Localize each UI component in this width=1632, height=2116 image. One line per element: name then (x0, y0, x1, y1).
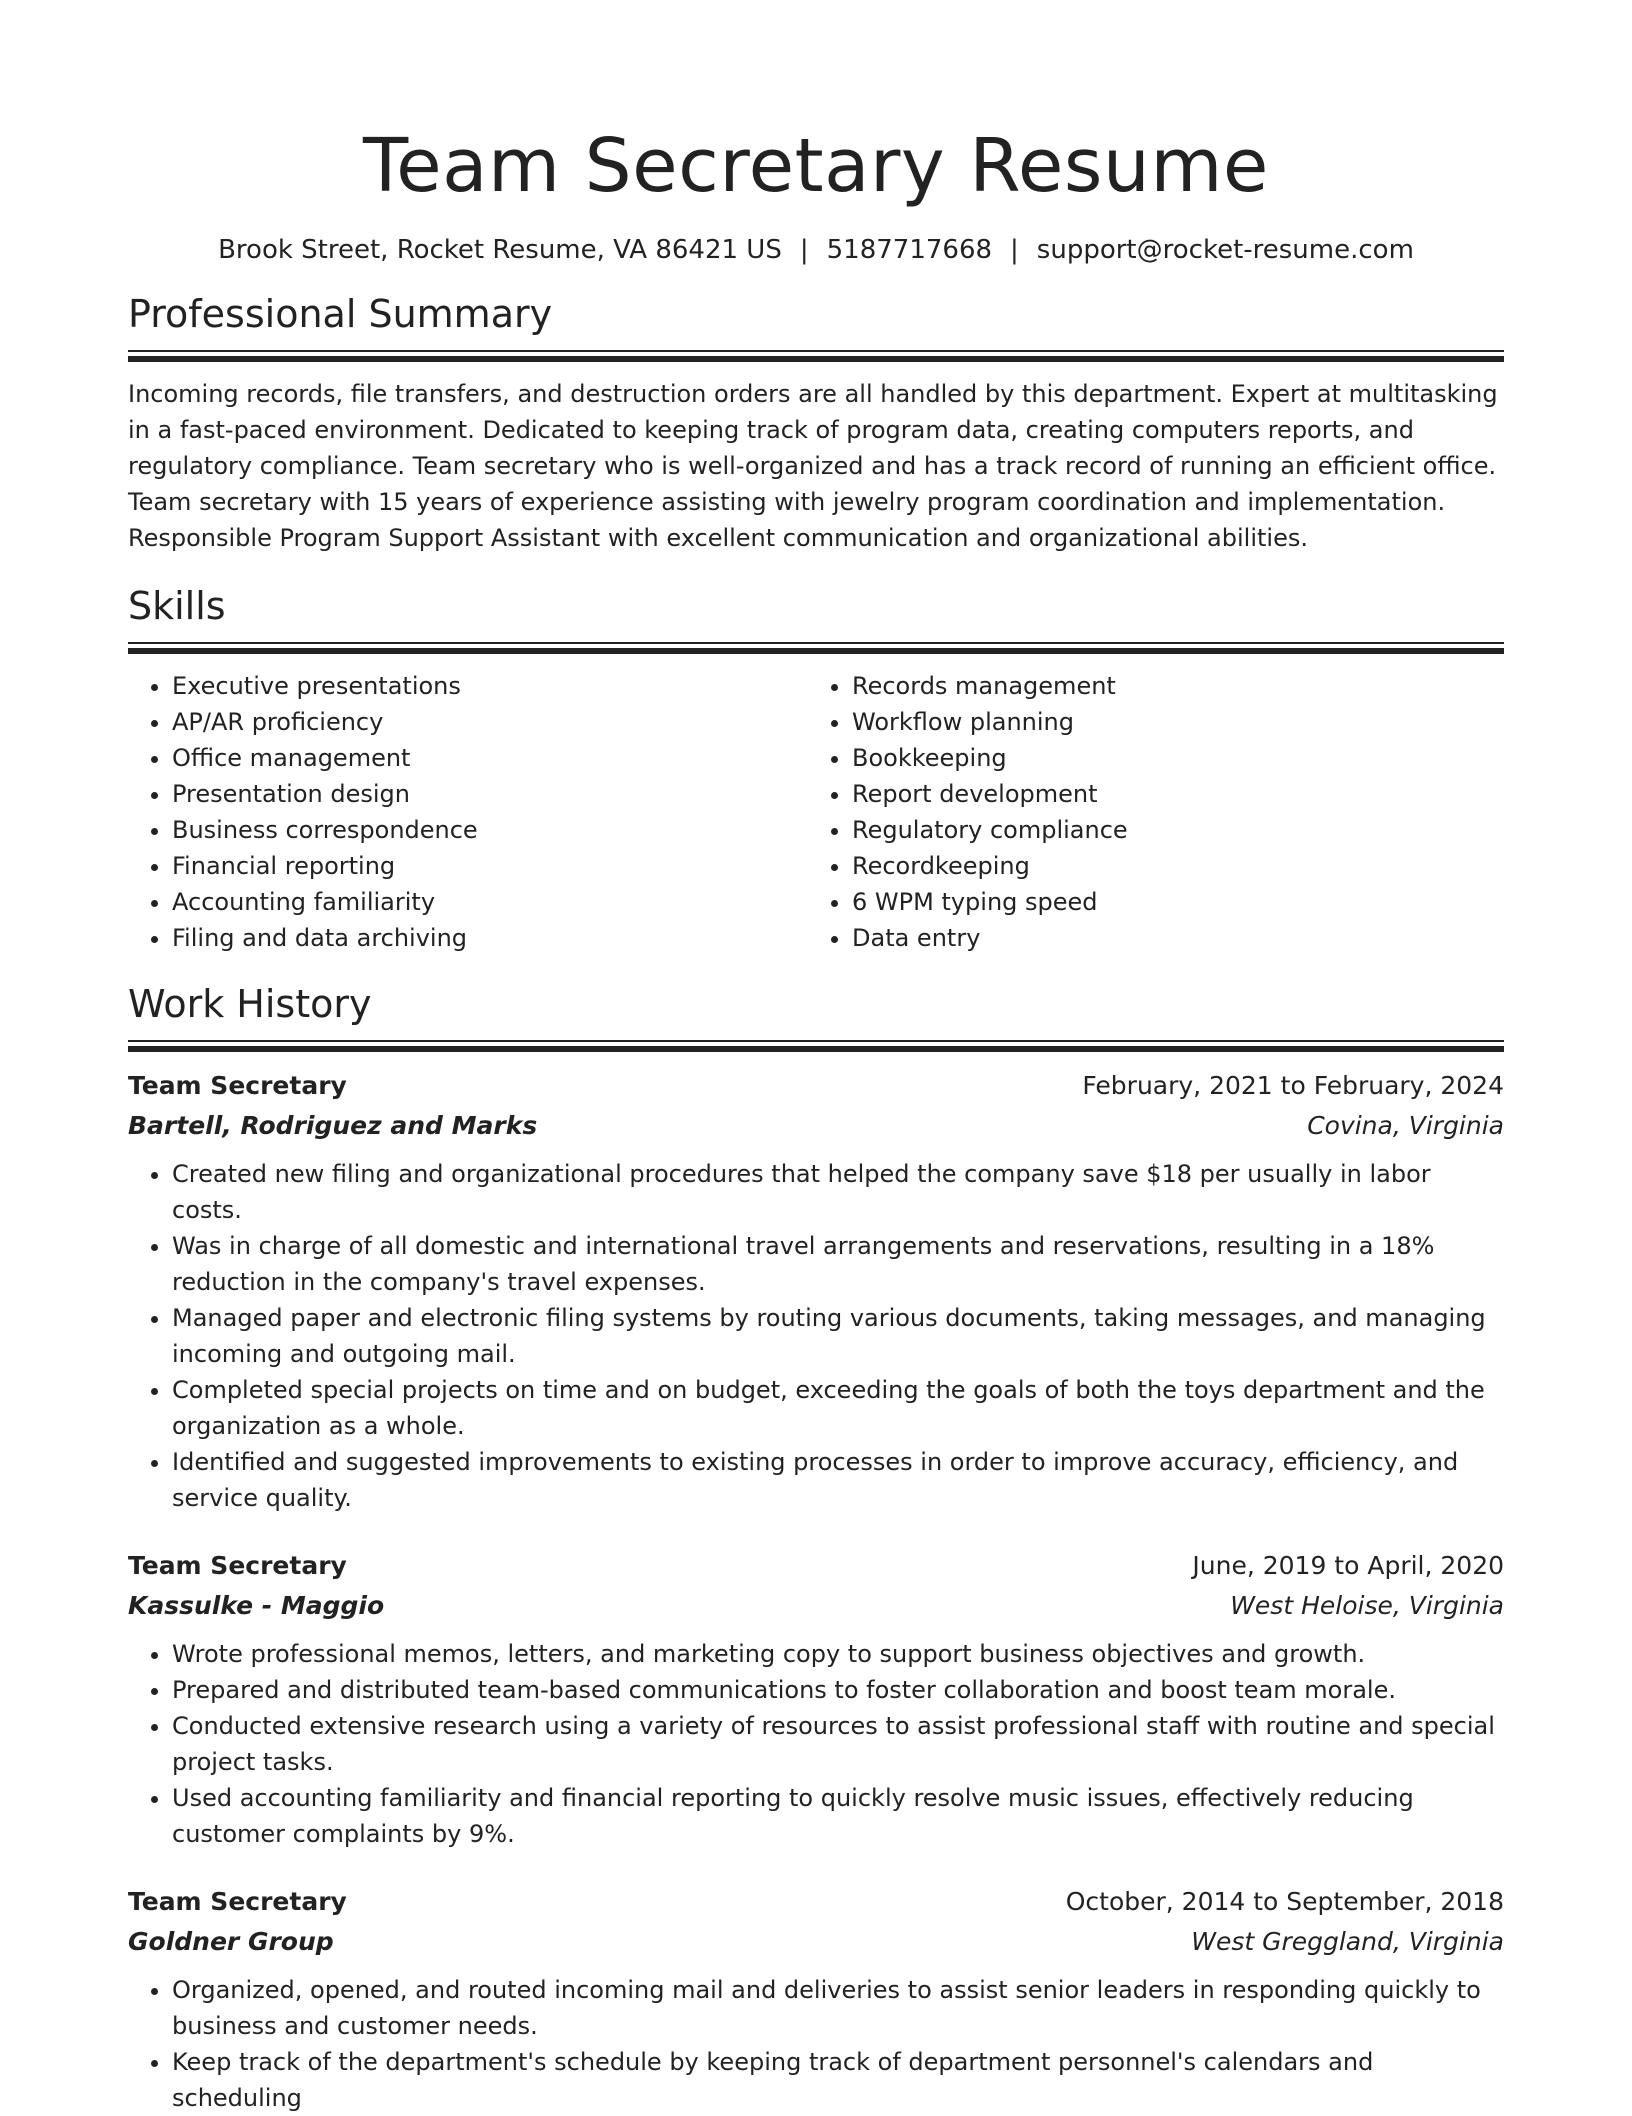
job-dates: October, 2014 to September, 2018 (1065, 1887, 1504, 1916)
skills-heading: Skills (128, 584, 226, 628)
skill-item: • Workflow planning (852, 704, 1488, 740)
job-duties (128, 1636, 1504, 1852)
skill-item: • Recordkeeping (852, 848, 1488, 884)
job-header-row (128, 1066, 1504, 1106)
contact-email: support@rocket-resume.com (1036, 235, 1414, 265)
job-duties (128, 1972, 1504, 2116)
duty-item: • Managed paper and electronic filing systems by routing various documents, taking messages, and managing incoming and outgoing mail. (172, 1300, 1504, 1372)
skill-item: • Data entry (852, 920, 1488, 956)
job-company-row (128, 1586, 1504, 1626)
summary-text: Incoming records, file transfers, and destruction orders are all handled by this department. Expert at multitasking in a fast-paced environment. Dedicated to keeping track of program data, creating computers reports, and regulatory compliance. Team secretary who is well-organized and has a track record of running an efficient office. Team secretary with 15 years of experience assisting with jewelry program coordination and implementation. Responsible Program Support Assistant with excellent communication and organizational abilities. (128, 380, 1498, 552)
skill-item: • Regulatory compliance (852, 812, 1488, 848)
section-divider (128, 642, 1504, 654)
duty-item: • Prepared and distributed team-based communications to foster collaboration and boost team morale. (172, 1672, 1504, 1708)
job-dates: February, 2021 to February, 2024 (1082, 1071, 1504, 1100)
job-company-row (128, 1922, 1504, 1962)
work-history-section (128, 980, 1504, 2116)
contact-line (128, 232, 1504, 268)
skill-item: • Business correspondence (172, 812, 808, 848)
page-title: Team Secretary Resume (363, 123, 1269, 209)
job-entry (128, 1546, 1504, 1852)
job-header-row (128, 1882, 1504, 1922)
job-location: Covina, Virginia (1307, 1111, 1504, 1140)
skills-section (128, 582, 1504, 956)
duty-item: • Was in charge of all domestic and international travel arrangements and reservations, resulting in a 18% reduction in the company's travel expenses. (172, 1228, 1504, 1300)
job-title: Team Secretary (128, 1551, 347, 1580)
skill-item: • Accounting familiarity (172, 884, 808, 920)
job-company: Goldner Group (128, 1927, 334, 1956)
contact-separator: | (799, 235, 809, 265)
job-company-row (128, 1106, 1504, 1146)
resume-page (128, 0, 1504, 2116)
skill-item: • Financial reporting (172, 848, 808, 884)
skill-item: • Filing and data archiving (172, 920, 808, 956)
contact-address: Brook Street, Rocket Resume, VA 86421 US (218, 235, 782, 265)
skill-item: • Presentation design (172, 776, 808, 812)
job-entry (128, 1066, 1504, 1516)
duty-item: • Identified and suggested improvements to existing processes in order to improve accuracy, efficiency, and service quality. (172, 1444, 1504, 1516)
job-duties (128, 1156, 1504, 1516)
summary-heading: Professional Summary (128, 292, 553, 336)
contact-phone: 5187717668 (826, 235, 993, 265)
job-company: Kassulke - Maggio (128, 1591, 385, 1620)
duty-item: • Keep track of the department's schedule by keeping track of department personnel's calendars and scheduling (172, 2044, 1504, 2116)
skill-item: • Office management (172, 740, 808, 776)
duty-item: • Conducted extensive research using a variety of resources to assist professional staff with routine and special project tasks. (172, 1708, 1504, 1780)
skill-item: • 6 WPM typing speed (852, 884, 1488, 920)
job-entry (128, 1882, 1504, 2116)
job-location: West Heloise, Virginia (1230, 1591, 1504, 1620)
job-title: Team Secretary (128, 1887, 347, 1916)
job-company: Bartell, Rodriguez and Marks (128, 1111, 538, 1140)
duty-item: • Used accounting familiarity and financial reporting to quickly resolve music issues, effectively reducing customer complaints by 9%. (172, 1780, 1504, 1852)
job-title: Team Secretary (128, 1071, 347, 1100)
duty-item: • Completed special projects on time and on budget, exceeding the goals of both the toys department and the organization as a whole. (172, 1372, 1504, 1444)
summary-section (128, 290, 1504, 556)
skill-item: • AP/AR proficiency (172, 704, 808, 740)
skills-columns (128, 668, 1504, 956)
work-history-heading: Work History (128, 982, 372, 1026)
skills-list-left (128, 668, 808, 956)
skill-item: • Executive presentations (172, 668, 808, 704)
duty-item: • Organized, opened, and routed incoming mail and deliveries to assist senior leaders in responding quickly to business and customer needs. (172, 1972, 1504, 2044)
job-header-row (128, 1546, 1504, 1586)
skill-item: • Report development (852, 776, 1488, 812)
job-dates: June, 2019 to April, 2020 (1192, 1551, 1504, 1580)
duty-item: • Created new filing and organizational procedures that helped the company save $18 per usually in labor costs. (172, 1156, 1504, 1228)
job-location: West Greggland, Virginia (1191, 1927, 1504, 1956)
duty-item: • Wrote professional memos, letters, and marketing copy to support business objectives and growth. (172, 1636, 1504, 1672)
section-divider (128, 1040, 1504, 1052)
skill-item: • Bookkeeping (852, 740, 1488, 776)
skills-list-right (808, 668, 1488, 956)
section-divider (128, 350, 1504, 362)
contact-separator: | (1010, 235, 1019, 265)
skill-item: • Records management (852, 668, 1488, 704)
